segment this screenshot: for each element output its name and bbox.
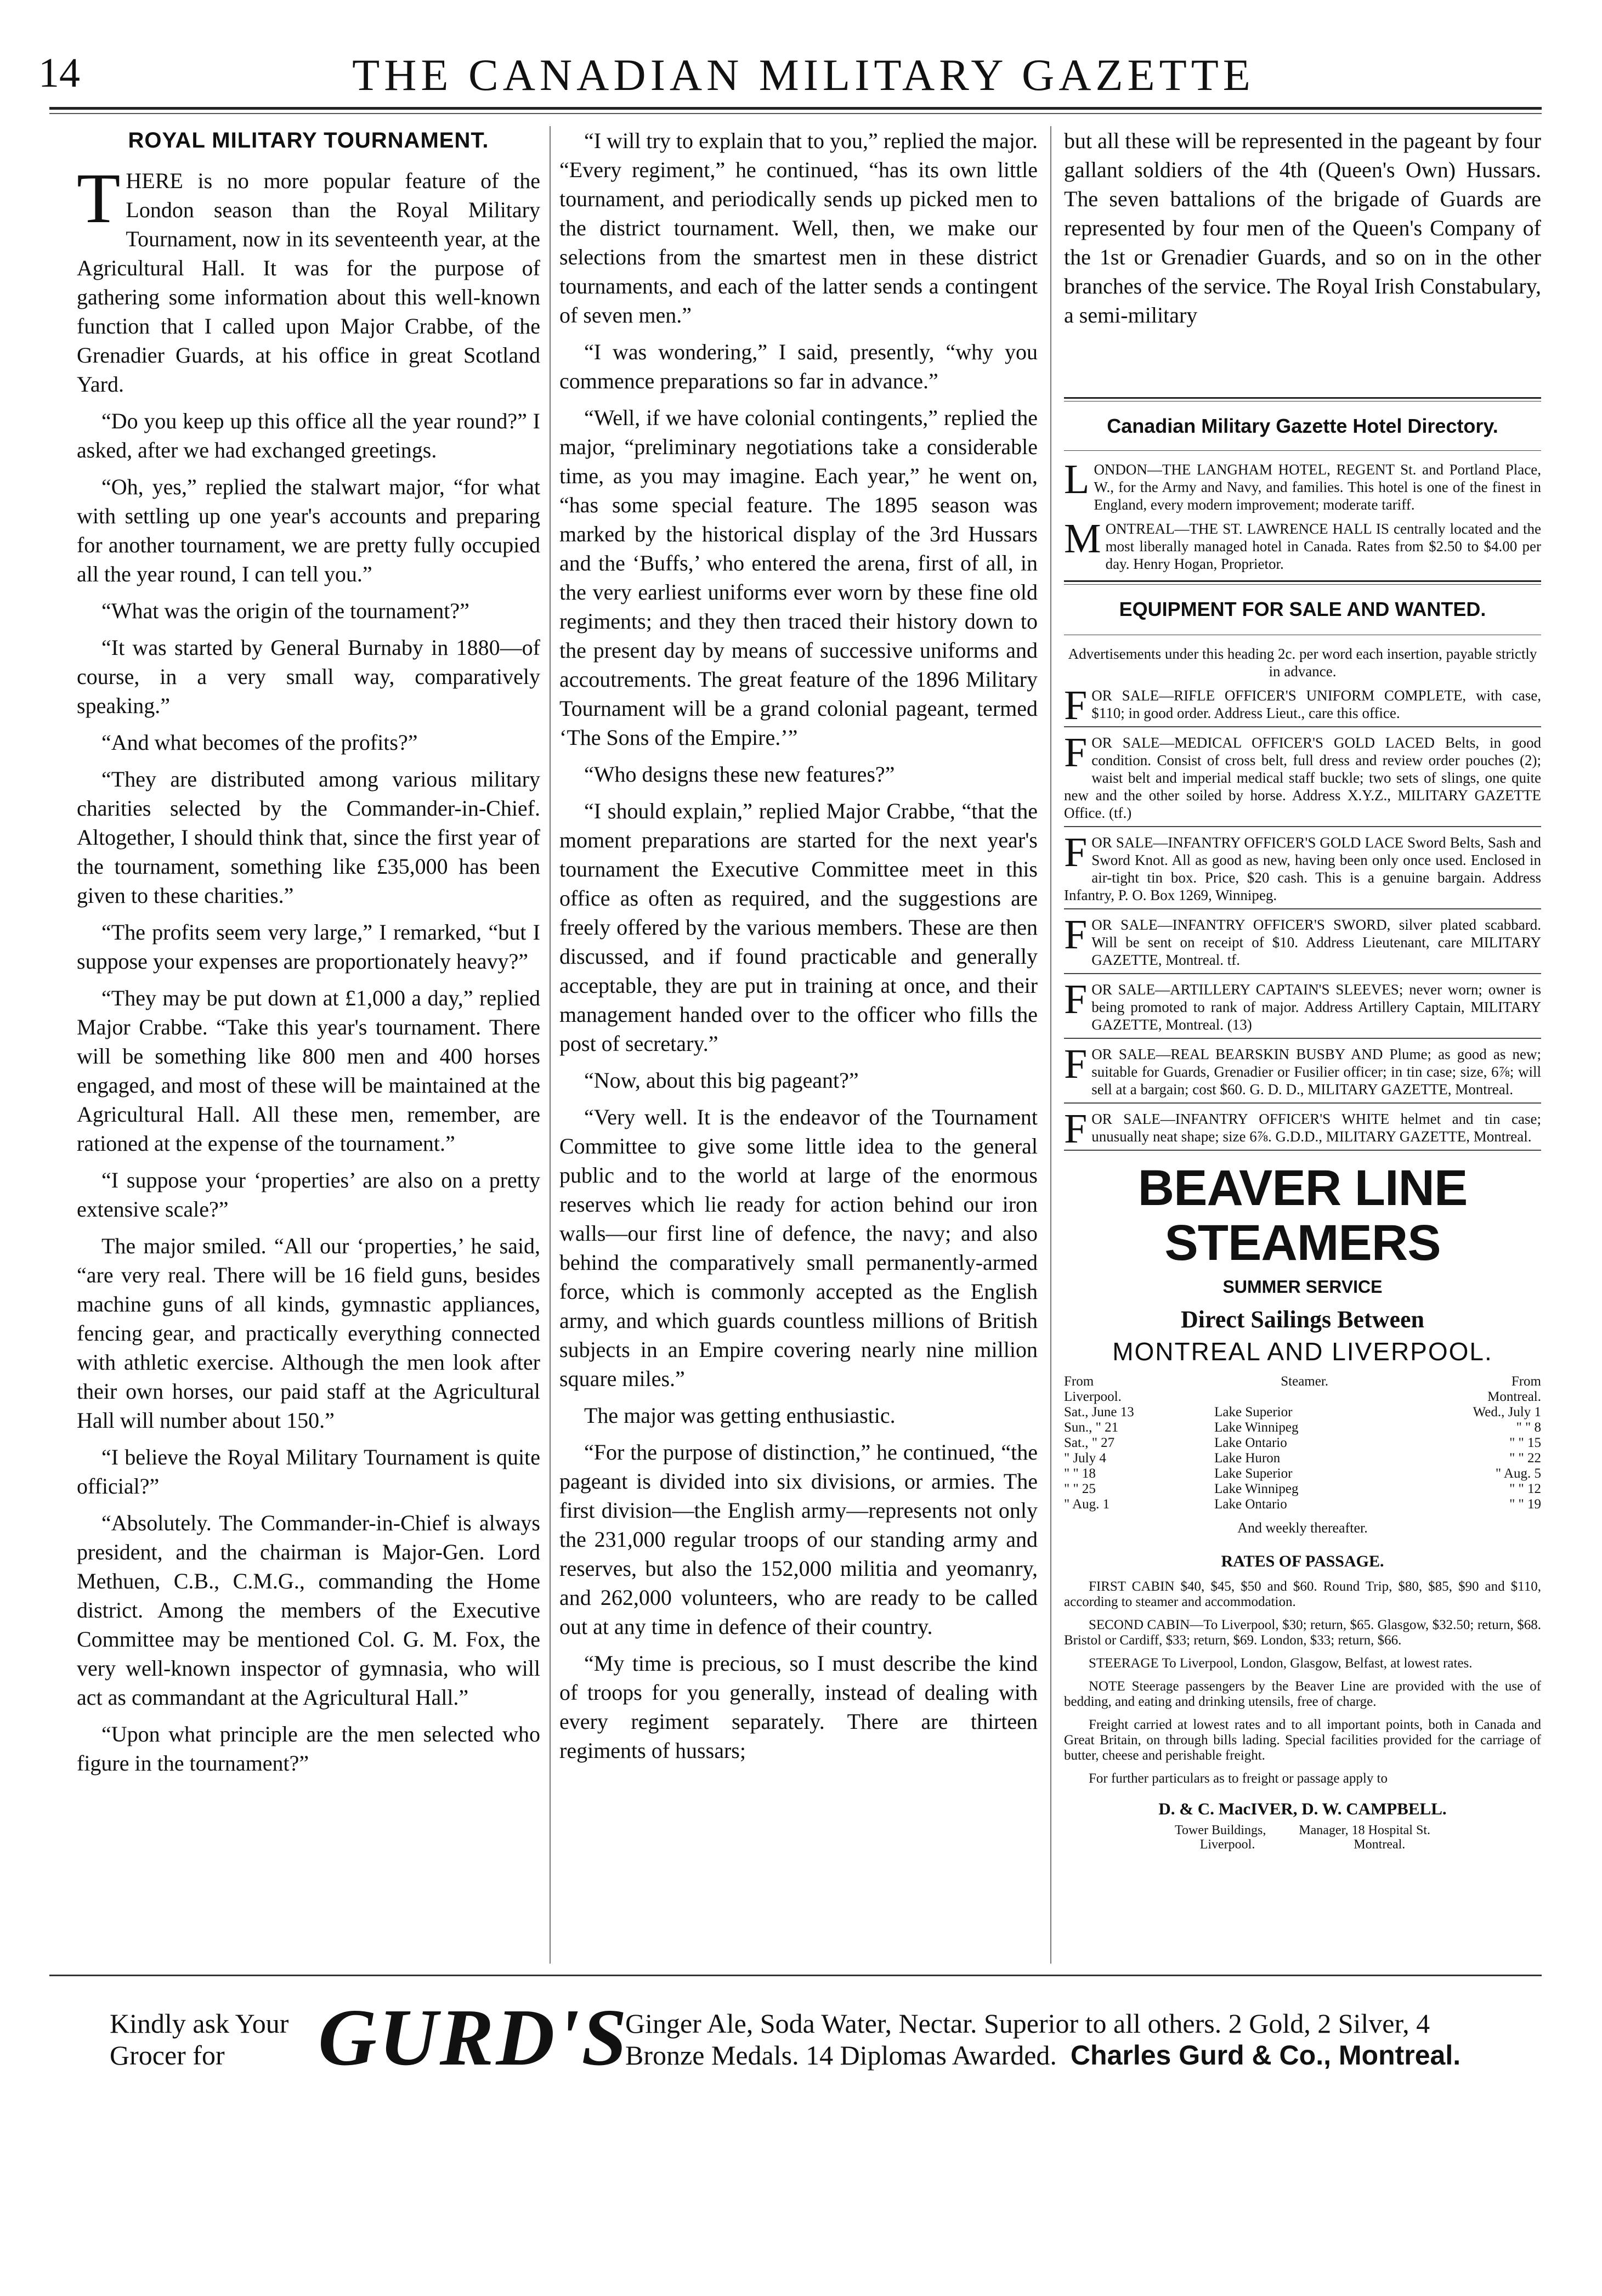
page-header <box>38 44 1569 104</box>
footer-line-1: Ginger Ale, Soda Water, Nectar. Superior to all others. 2 Gold, 2 Silver, 4 <box>625 2008 1430 2039</box>
article-paragraph: “I was wondering,” I said, presently, “why you commence preparations so far in advance.” <box>559 340 1038 393</box>
beaver-line-advertisement <box>1064 1161 1541 1852</box>
header-rule <box>49 107 1542 110</box>
article-paragraph: “They are distributed among various military charities selected by the Commander-in-Chief. Altogether, I should think that, since the first year of the tournament, something like £35,000 has been given to these charities.” <box>77 767 540 908</box>
drop-cap: L <box>1064 456 1090 502</box>
table-row: " " 18 Lake Superior " Aug. 5 <box>1064 1466 1541 1481</box>
article-paragraph: “They may be put down at £1,000 a day,” replied Major Crabbe. “Take this year's tournament. There will be something like 800 men and 400 horses engaged, and most of these will be maintained at the Agricultural Hall. All these men, remember, are rationed at the expense of the tournament.” <box>77 986 540 1156</box>
route-label: MONTREAL AND LIVERPOOL. <box>1112 1337 1493 1366</box>
classified-ad: FOR SALE—MEDICAL OFFICER'S GOLD LACED Belts, in good condition. Consist of cross belt, full dress and review order pouches (2); waist belt and imperial medical staff buckle; two sets of slings, one quite new and the other soiled by horse. Address X.Y.Z., MILITARY GAZETTE Office. (tf.) <box>1064 734 1541 827</box>
article-paragraph: “What was the origin of the tournament?” <box>101 598 469 623</box>
column-rule <box>1050 126 1051 1964</box>
article-column-1 <box>77 126 540 1785</box>
summer-service-label: SUMMER SERVICE <box>1222 1277 1383 1297</box>
article-paragraph: “And what becomes of the profits?” <box>101 730 418 755</box>
beaver-line-title: BEAVER LINE STEAMERS <box>1137 1160 1468 1271</box>
column-rule <box>550 126 551 1964</box>
article-paragraph: “I believe the Royal Military Tournament is quite official?” <box>77 1445 540 1498</box>
agents-city: Liverpool. Montreal. <box>1199 1837 1406 1852</box>
company-name: Charles Gurd & Co., Montreal. <box>1070 2040 1461 2071</box>
weekly-note: And weekly thereafter. <box>1237 1520 1368 1536</box>
equipment-title: EQUIPMENT FOR SALE AND WANTED. <box>1119 598 1486 620</box>
article-paragraph: “For the purpose of distinction,” he continued, “the pageant is divided into six divisions, or armies. The first division—the English army—represents not only the 231,000 regular troops of our standing army and reserves, but also the 152,000 militia and yeomanry, and 262,000 volunteers, who are ready to be called out at any time in defence of their country. <box>559 1440 1038 1639</box>
article-paragraph: “It was started by General Burnaby in 1880—of course, in a very small way, comparatively speaking.” <box>77 635 540 718</box>
article-paragraph: The major was getting enthusiastic. <box>584 1403 896 1428</box>
classified-ad: FOR SALE—RIFLE OFFICER'S UNIFORM COMPLETE, with case, $110; in good order. Address Lieut., care this office. <box>1064 682 1541 728</box>
masthead: THE CANADIAN MILITARY GAZETTE <box>352 50 1255 100</box>
article-paragraph: “Do you keep up this office all the year round?” I asked, after we had exchanged greetings. <box>77 409 540 462</box>
drop-cap: M <box>1064 516 1101 562</box>
agents-names: D. & C. MacIVER, D. W. CAMPBELL. <box>1158 1799 1447 1818</box>
table-header-row: From Steamer. From <box>1064 1374 1541 1389</box>
rates-text: For further particulars as to freight or passage apply to <box>1089 1771 1388 1786</box>
article-paragraph: “Very well. It is the endeavor of the Tournament Committee to give some little idea to the general public and to the world at large of the enormous reserves which lie ready for action behind our iron walls—our first line of defence, the navy; and also behind the comparatively small permanently-armed force, which is commonly accepted as the English army, and which guards countless millions of British subjects in an Empire covering nearly nine million square miles.” <box>559 1105 1038 1391</box>
table-row: " " 25 Lake Winnipeg " " 12 <box>1064 1481 1541 1496</box>
sailing-schedule-table <box>1064 1374 1541 1512</box>
direct-sailings-label: Direct Sailings Between <box>1180 1306 1425 1333</box>
gurds-advertisement <box>110 1993 1563 2117</box>
article-paragraph: “I should explain,” replied Major Crabbe, “that the moment preparations are started for the next year's tournament the Executive Committee meet in this office as often as required, and the suggestions are freely offered by the various members. These are then discussed, and if found practicable and generally acceptable, they are put in training at once, and their management handed over to the officer who fills the post of secretary.” <box>559 799 1038 1056</box>
classified-ad: FOR SALE—INFANTRY OFFICER'S GOLD LACE Sword Belts, Sash and Sword Knot. All as good as new, having been only once used. Enclosed in air-tight tin box. Price, $20 cash. This is a genuine bargain. Address Infantry, P. O. Box 1269, Winnipeg. <box>1064 834 1541 909</box>
article-paragraph: “Who designs these new features?” <box>584 762 895 787</box>
rates-title: RATES OF PASSAGE. <box>1221 1552 1384 1570</box>
rates-text: STEERAGE To Liverpool, London, Glasgow, Belfast, at lowest rates. <box>1089 1656 1473 1671</box>
footer-ask-text: Kindly ask Your Grocer for <box>110 2008 289 2071</box>
article-column-2 <box>559 126 1038 1773</box>
article-paragraph: but all these will be represented in the pageant by four gallant soldiers of the 4th (Queen's Own) Hussars. The seven battalions of the brigade of Guards are represented by four men of the Queen's Company of the 1st or Grenadier Guards, and so on in the other branches of the service. The Royal Irish Constabulary, a semi-military <box>1064 128 1541 327</box>
header-rule-thin <box>49 113 1542 114</box>
gurds-logo: GURD'S <box>318 1993 629 2083</box>
article-paragraph: “Well, if we have colonial contingents,” replied the major, “preliminary negotiations take a considerable time, as you may imagine. Each year,” he went on, “has some special feature. The 1895 season was marked by the historical display of the 3rd Hussars and the ‘Buffs,’ who entered the arena, first of all, in the very earliest uniforms ever worn by these fine old regiments; and they then traced their history down to the present day by means of successive uniforms and accoutrements. The great feature of the 1896 Military Tournament will be a grand colonial pageant, termed ‘The Sons of the Empire.’” <box>559 405 1038 750</box>
article-paragraph: “Absolutely. The Commander-in-Chief is always president, and the chairman is Major-Gen. Lord Methuen, C.B., C.M.G., commanding the Home district. Among the members of the Executive Committee may be mentioned Col. G. M. Fox, the very well-known inspector of gymnasia, who will act as commandant at the Agricultural Hall.” <box>77 1511 540 1710</box>
footer-line-2: Bronze Medals. 14 Diplomas Awarded. Charles Gurd & Co., Montreal. <box>625 2040 1461 2071</box>
article-paragraph: “I will try to explain that to you,” replied the major. “Every regiment,” he continued, “has its own little tournament, and periodically sends up picked men to the district tournament. Well, then, we make our selections from the smartest men in these district tournaments, and each of the latter sends a contingent of seven men.” <box>559 128 1038 327</box>
article-paragraph: THERE is no more popular feature of the London season than the Royal Military Tournament, now in its seventeenth year, at the Agricultural Hall. It was for the purpose of gathering some information about this well-known function that I called upon Major Crabbe, of the Grenadier Guards, at his office in great Scotland Yard. <box>77 159 540 397</box>
article-column-3 <box>1064 126 1541 1852</box>
section-rule-thin <box>1064 450 1541 451</box>
classified-ad: FOR SALE—INFANTRY OFFICER'S WHITE helmet and tin case; unusually neat shape; size 6⅞. G.D.D., MILITARY GAZETTE, Montreal. <box>1064 1106 1541 1152</box>
article-paragraph: “I suppose your ‘properties’ are also on a pretty extensive scale?” <box>77 1168 540 1221</box>
table-row: " July 4 Lake Huron " " 22 <box>1064 1451 1541 1466</box>
drop-cap: T <box>77 159 121 238</box>
article-continuation <box>1064 126 1541 389</box>
rates-text: Freight carried at lowest rates and to all important points, both in Canada and Great Britain, on through bills lading. Special facilities provided for the carriage of butter, cheese and perishable freight. <box>1064 1717 1541 1763</box>
hotel-directory-title: Canadian Military Gazette Hotel Directory. <box>1107 415 1498 437</box>
hotel-listing-montreal: MONTREAL—THE ST. LAWRENCE HALL IS centrally located and the most liberally managed hotel in Canada. Rates from $2.50 to $4.00 per day. Henry Hogan, Proprietor. <box>1064 516 1541 572</box>
section-rule <box>1064 397 1541 399</box>
equipment-note: Advertisements under this heading 2c. per word each insertion, payable strictly in advance. <box>1068 646 1537 680</box>
agents-address: Tower Buildings, Manager, 18 Hospital St. <box>1175 1823 1430 1837</box>
table-row: " Aug. 1 Lake Ontario " " 19 <box>1064 1497 1541 1512</box>
table-header-row: Liverpool. Montreal. <box>1064 1389 1541 1404</box>
footer-rule <box>49 1975 1542 1976</box>
rates-text: NOTE Steerage passengers by the Beaver Line are provided with the use of bedding, and eating and drinking utensils, free of charge. <box>1064 1679 1541 1709</box>
rates-text: SECOND CABIN—To Liverpool, $30; return, $65. Glasgow, $32.50; return, $68. Bristol or Cardiff, $33; return, $69. London, $33; return, $66. <box>1064 1618 1541 1648</box>
article-paragraph: “Now, about this big pageant?” <box>584 1068 859 1093</box>
rates-text: FIRST CABIN $40, $45, $50 and $60. Round Trip, $80, $85, $90 and $110, according to steamer and accommodation. <box>1064 1579 1541 1609</box>
article-paragraph: “My time is precious, so I must describe the kind of troops for you generally, instead of dealing with every regiment separately. There are thirteen regiments of hussars; <box>559 1651 1038 1763</box>
hotel-listing-london: LONDON—THE LANGHAM HOTEL, REGENT St. and Portland Place, W., for the Army and Navy, and families. This hotel is one of the finest in England, every modern improvement; moderate tariff. <box>1064 456 1541 513</box>
table-row: Sat., " 27 Lake Ontario " " 15 <box>1064 1435 1541 1450</box>
article-paragraph: “Oh, yes,” replied the stalwart major, “for what with settling up one year's accounts and preparing for another tournament, we are pretty fully occupied all the year round, I can tell you.” <box>77 474 540 586</box>
table-row: Sat., June 13 Lake Superior Wed., July 1 <box>1064 1405 1541 1420</box>
article-paragraph: The major smiled. “All our ‘properties,’ he said, “are very real. There will be 16 field guns, besides machine guns of all kinds, gymnastic appliances, fencing gear, and practically everything connected with athletic exercise. Although the men look after their own horses, our paid staff at the Agricultural Hall will number about 150.” <box>77 1234 540 1433</box>
page-number: 14 <box>38 50 80 96</box>
classified-ad: FOR SALE—INFANTRY OFFICER'S SWORD, silver plated scabbard. Will be sent on receipt of $10. Address Lieutenant, care MILITARY GAZETTE, Montreal. tf. <box>1064 916 1541 974</box>
classified-ad: FOR SALE—REAL BEARSKIN BUSBY AND Plume; as good as new; suitable for Guards, Grenadier or Fusilier officer; in tin case; size, 6⅞; will sell at a bargain; cost $60. G. D. D., MILITARY GAZETTE, Montreal. <box>1064 1045 1541 1104</box>
classified-ad: FOR SALE—ARTILLERY CAPTAIN'S SLEEVES; never worn; owner is being promoted to rank of major. Address Artillery Captain, MILITARY GAZETTE, Montreal. (13) <box>1064 981 1541 1039</box>
section-rule-thin <box>1064 584 1541 585</box>
section-rule <box>1064 580 1541 582</box>
article-paragraph: “Upon what principle are the men selected who figure in the tournament?” <box>77 1722 540 1775</box>
article-paragraph: “The profits seem very large,” I remarked, “but I suppose your expenses are proportionately heavy?” <box>77 920 540 974</box>
table-row: Sun., " 21 Lake Winnipeg " " 8 <box>1064 1420 1541 1435</box>
article-title: ROYAL MILITARY TOURNAMENT. <box>128 128 489 152</box>
